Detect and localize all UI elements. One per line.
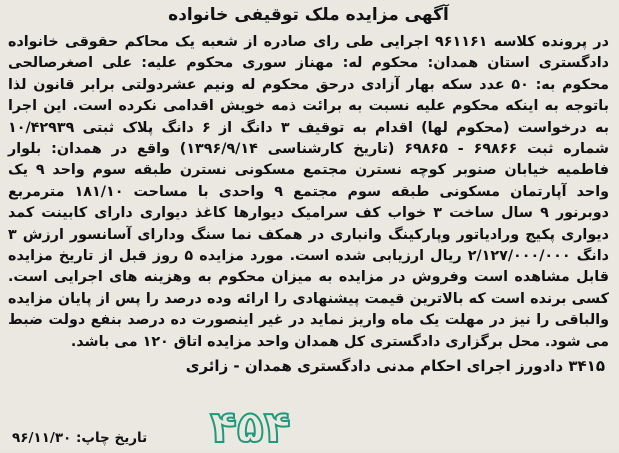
- print-date: تاریخ چاپ: ۹۶/۱۱/۳۰: [12, 430, 148, 446]
- handwritten-number: ۴۵۴: [210, 402, 291, 453]
- notice-body: در پرونده کلاسه ۹۶۱۱۶۱ اجرایی طی رای صادره از شعبه یک محاکم حقوقی خانواده دادگستری استان همدان: محکوم له: مهناز سوری محکوم علیه: علی اصغرصالحی محکوم به: ۵۰ عدد سکه بهار آزادی درحق محکوم له ونیم عشردولتی برابر قانون لذا باتوجه به اینکه محکوم علیه نسبت به برائت ذمه خویش اقدامی نکرده است. این اجرا به درخواست (محکوم لها) اقدام به توقیف ۳ دانگ از ۶ دانگ پلاک ثبتی ۱۰/۴۲۹۳۹ شماره ثبت ۶۹۸۶۶ - ۶۹۸۶۵ (تاریخ کارشناسی ۱۳۹۶/۹/۱۴) واقع در همدان: بلوار فاطمیه خیابان صنوبر کوچه نسترن مجتمع مسکونی نسترن طبقه سوم واحد ۹ یک واحد آپارتمان مسکونی طبقه سوم مجتمع ۹ واحدی با مساحت ۱۸۱/۱۰ مترمربع دوبرنور ۹ سال ساخت ۳ خواب کف سرامیک دیوارها کاغذ دیواری دارای کابینت کمد دیواری پکیج ورادیاتور وپارکینگ وانباری در همکف نما سنگ ودارای آسانسور ارزش ۳ دانگ ۲/۱۲۷/۰۰۰/۰۰۰ ریال ارزیابی شده است. مورد مزایده ۵ روز قبل از تاریخ مزایده قابل مشاهده است وفروش در مزایده به میزان محکوم به وهزینه های اجرایی است. کسی برنده است که بالاترین قیمت پیشنهادی را ارائه وده درصد را پس از پایان مزایده والباقی را نیز در مهلت یک ماه واریز نماید در غیر اینصورت ده درصد بنفع دولت ضبط می شود. محل برگزاری دادگستری کل همدان واحد مزایده اتاق ۱۲۰ می باشد.: [8, 34, 609, 350]
- notice-title: آگهی مزایده ملک توقیفی خانواده: [168, 5, 449, 25]
- notice-signature: ۳۴۱۵ دادورز اجرای احکام مدنی دادگستری همدان - زائری: [185, 357, 605, 376]
